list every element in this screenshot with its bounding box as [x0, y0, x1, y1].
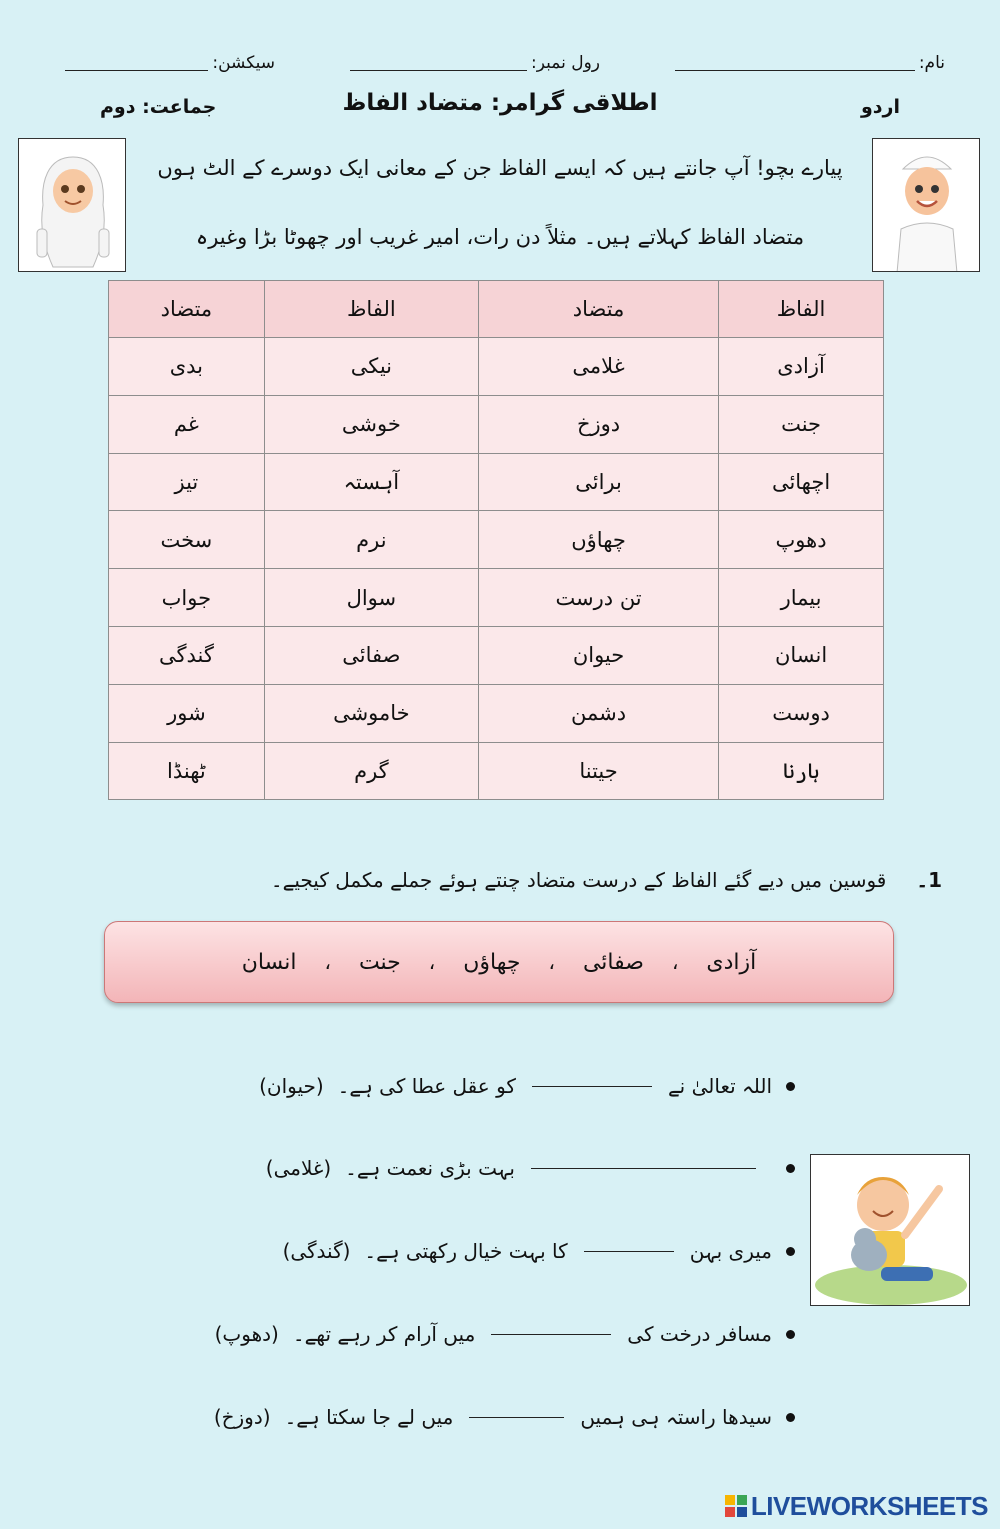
section-field[interactable] — [65, 44, 275, 74]
table-cell: شور — [109, 684, 265, 742]
table-cell: نرم — [264, 511, 478, 569]
sentence-item — [195, 1231, 795, 1271]
subject-label: اردو — [860, 96, 900, 118]
sentence-before: میری بہن — [689, 1239, 772, 1263]
header-cell: الفاظ — [719, 281, 884, 338]
table-cell: سوال — [264, 569, 478, 627]
table-row — [109, 453, 884, 511]
bullet-icon — [786, 1413, 795, 1422]
word-separator: ، — [548, 950, 555, 974]
section-label: سیکشن: — [212, 53, 275, 73]
sentence-item — [195, 1314, 795, 1354]
sentence-after: بہت بڑی نعمت ہے۔ — [345, 1156, 515, 1180]
liveworksheets-logo-icon — [725, 1495, 747, 1517]
table-row — [109, 511, 884, 569]
name-line[interactable] — [675, 70, 915, 71]
intro-line-2: متضاد الفاظ کہلاتے ہیں۔ مثلاً دن رات، امیر غریب اور چھوٹا بڑا وغیرہ — [195, 225, 805, 249]
girl-illustration — [18, 138, 126, 272]
antonyms-table — [108, 280, 884, 800]
table-cell: ٹھنڈا — [109, 742, 265, 800]
word-bank-item: آزادی — [706, 949, 757, 975]
table-cell: صفائی — [264, 626, 478, 684]
header-cell: متضاد — [109, 281, 265, 338]
table-cell: چھاؤں — [478, 511, 718, 569]
table-cell: جنت — [719, 395, 884, 453]
table-cell: گندگی — [109, 626, 265, 684]
sentence-before: سیدھا راستہ ہی ہمیں — [580, 1405, 772, 1429]
header-cell: الفاظ — [264, 281, 478, 338]
intro-line-1: پیارے بچو! آپ جانتے ہیں کہ ایسے الفاظ جن کے معانی ایک دوسرے کے الٹ ہوں — [157, 156, 843, 180]
roll-label: رول نمبر: — [531, 53, 600, 73]
table-cell: دھوپ — [719, 511, 884, 569]
table-cell: نیکی — [264, 338, 478, 396]
sentence-after: کو عقل عطا کی ہے۔ — [337, 1074, 516, 1098]
sentence-after: میں لے جا سکتا ہے۔ — [284, 1405, 454, 1429]
sentence-after: میں آرام کر رہے تھے۔ — [292, 1322, 476, 1346]
table-cell: بیمار — [719, 569, 884, 627]
table-cell: برائی — [478, 453, 718, 511]
table-cell: تیز — [109, 453, 265, 511]
answer-blank[interactable] — [584, 1250, 674, 1252]
table-cell: تن درست — [478, 569, 718, 627]
table-cell: خاموشی — [264, 684, 478, 742]
table-cell: آہستہ — [264, 453, 478, 511]
table-cell: غم — [109, 395, 265, 453]
bullet-icon — [786, 1247, 795, 1256]
brand-name: LIVEWORKSHEETS — [750, 1490, 988, 1521]
table-cell: ہارنا — [719, 742, 884, 800]
question-heading — [122, 868, 942, 892]
answer-blank[interactable] — [469, 1416, 564, 1418]
table-cell: خوشی — [264, 395, 478, 453]
section-line[interactable] — [65, 70, 208, 71]
boy-illustration — [872, 138, 980, 272]
roll-field[interactable] — [350, 44, 600, 74]
word-separator: ، — [324, 950, 331, 974]
table-cell: دشمن — [478, 684, 718, 742]
table-cell: دوزخ — [478, 395, 718, 453]
sentence-hint: (دھوپ) — [214, 1322, 279, 1346]
sentence-hint: (گندگی) — [282, 1239, 351, 1263]
table-cell: آزادی — [719, 338, 884, 396]
sentence-hint: (غلامی) — [265, 1156, 332, 1180]
sentence-after: کا بہت خیال رکھتی ہے۔ — [364, 1239, 568, 1263]
table-cell: غلامی — [478, 338, 718, 396]
question-instruction: قوسین میں دیے گئے الفاظ کے درست متضاد چنتے ہوئے جملے مکمل کیجیے۔ — [270, 868, 887, 892]
liveworksheets-logo — [725, 1491, 988, 1521]
table-cell: حیوان — [478, 626, 718, 684]
word-bank — [104, 921, 894, 1003]
sentence-before: مسافر درخت کی — [627, 1322, 772, 1346]
table-cell: اچھائی — [719, 453, 884, 511]
word-bank-item: جنت — [358, 949, 401, 975]
word-separator: ، — [428, 950, 436, 974]
table-cell: جیتنا — [478, 742, 718, 800]
name-field[interactable] — [675, 44, 945, 74]
class-label: جماعت: دوم — [100, 96, 217, 118]
table-cell: سخت — [109, 511, 265, 569]
sentence-item — [195, 1148, 795, 1188]
title-row — [0, 90, 1000, 130]
table-row — [109, 626, 884, 684]
table-cell: جواب — [109, 569, 265, 627]
sentence-hint: (دوزخ) — [213, 1405, 271, 1429]
answer-blank[interactable] — [531, 1167, 756, 1169]
answer-blank[interactable] — [491, 1333, 611, 1335]
table-cell: گرم — [264, 742, 478, 800]
sentence-hint: (حیوان) — [259, 1074, 324, 1098]
name-label: نام: — [918, 53, 945, 73]
word-bank-item: صفائی — [582, 949, 644, 975]
sentence-item — [195, 1397, 795, 1437]
roll-line[interactable] — [350, 70, 527, 71]
bullet-icon — [786, 1330, 795, 1339]
answer-blank[interactable] — [532, 1085, 652, 1087]
word-bank-item: چھاؤں — [463, 949, 521, 975]
table-cell: انسان — [719, 626, 884, 684]
header-cell: متضاد — [478, 281, 718, 338]
question-number: 1۔ — [916, 868, 942, 892]
word-separator: ، — [671, 950, 679, 974]
table-header-row — [109, 281, 884, 338]
table-row — [109, 338, 884, 396]
table-row — [109, 569, 884, 627]
table-row — [109, 742, 884, 800]
boy-with-cat-illustration — [810, 1154, 970, 1306]
bullet-icon — [786, 1164, 795, 1173]
table-row — [109, 684, 884, 742]
table-cell: بدی — [109, 338, 265, 396]
table-cell: دوست — [719, 684, 884, 742]
sentence-item — [195, 1066, 795, 1106]
page-title: اطلاقی گرامر: متضاد الفاظ — [342, 90, 658, 116]
word-bank-item: انسان — [241, 949, 297, 975]
sentence-before: اللہ تعالیٰ نے — [667, 1074, 772, 1098]
table-row — [109, 395, 884, 453]
bullet-icon — [786, 1082, 795, 1091]
